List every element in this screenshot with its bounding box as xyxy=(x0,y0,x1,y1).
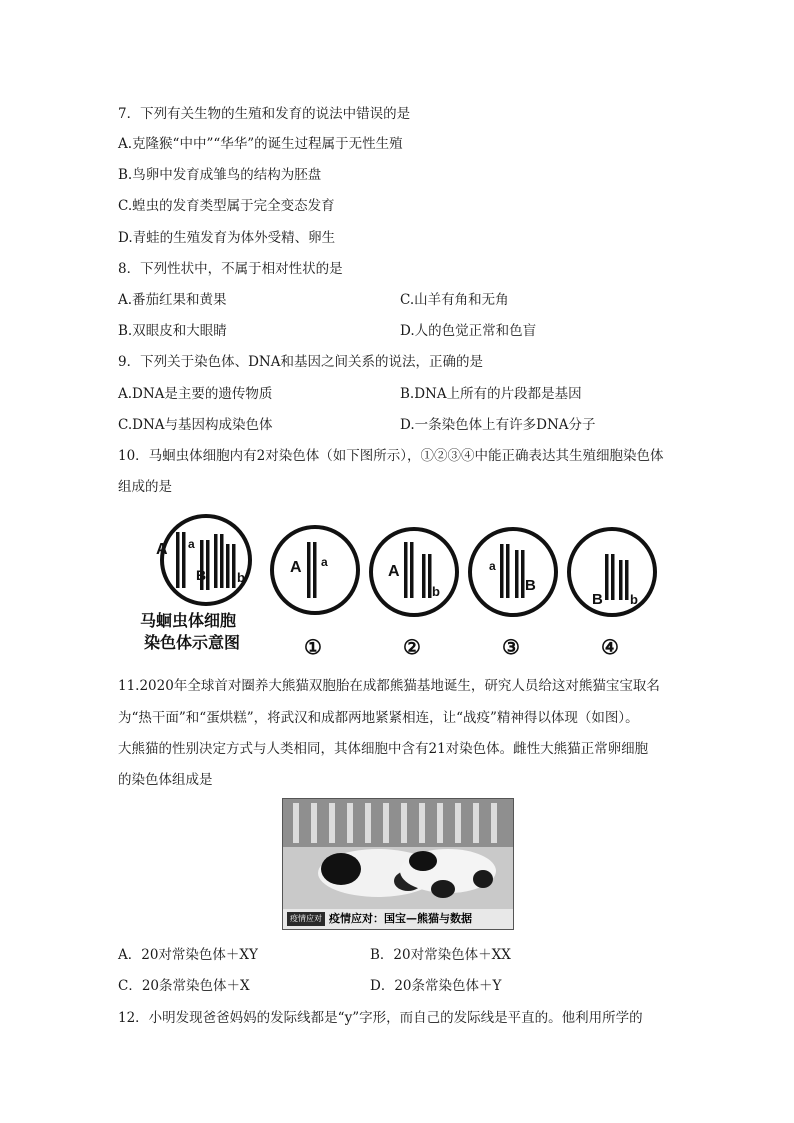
q11-stem-line1: 11.2020年全球首对圈养大熊猫双胞胎在成都熊猫基地诞生，研究人员给这对熊猫宝宝取名 xyxy=(118,678,660,694)
q8-option-b: B.双眼皮和大眼睛 xyxy=(118,323,227,339)
q11-option-d: D．20条常染色体＋Y xyxy=(370,978,502,994)
q8-stem: 8．下列性状中，不属于相对性状的是 xyxy=(118,261,343,277)
gene-label: a xyxy=(188,537,195,551)
q11-stem-line4: 的染色体组成是 xyxy=(118,772,213,788)
panda-photo xyxy=(282,798,514,930)
q11-option-b: B．20对常染色体＋XX xyxy=(370,947,511,963)
q7-stem: 7．下列有关生物的生殖和发育的说法中错误的是 xyxy=(118,106,411,122)
cell-4-diagram xyxy=(569,529,655,615)
gene-label: a xyxy=(489,559,496,573)
q8-option-c: C.山羊有角和无角 xyxy=(400,292,509,308)
option-number-1: ① xyxy=(304,637,322,659)
q11-stem-line3: 大熊猫的性别决定方式与人类相同，其体细胞中含有21对染色体。雌性大熊猫正常卵细胞 xyxy=(118,741,649,757)
q10-stem-line1: 10．马蛔虫体细胞内有2对染色体（如下图所示），①②③④中能正确表达其生殖细胞染色体 xyxy=(118,448,664,464)
chromosome-figure xyxy=(140,514,670,666)
q12-stem: 12．小明发现爸爸妈妈的发际线都是“y”字形，而自己的发际线是平直的。他利用所学的 xyxy=(118,1010,643,1026)
q9-stem: 9．下列关于染色体、DNA和基因之间关系的说法，正确的是 xyxy=(118,354,483,370)
gene-label: B xyxy=(592,591,603,608)
q9-option-b: B.DNA上所有的片段都是基因 xyxy=(400,386,582,402)
figure-caption-1: 马蛔虫体细胞 xyxy=(140,613,237,630)
q9-option-d: D.一条染色体上有许多DNA分子 xyxy=(400,417,596,433)
q7-option-a: A.克隆猴“中中”“华华”的诞生过程属于无性生殖 xyxy=(118,136,403,152)
q10-stem-line2: 组成的是 xyxy=(118,479,172,495)
cell-2-diagram xyxy=(371,529,457,615)
panda-illustration xyxy=(283,799,513,909)
q7-option-c: C.蝗虫的发育类型属于完全变态发育 xyxy=(118,198,335,214)
photo-caption-tag: 疫情应对 xyxy=(287,912,325,926)
gene-label: A xyxy=(388,563,400,580)
gene-label: B xyxy=(525,577,536,594)
gene-label: B xyxy=(196,567,207,583)
gene-label: b xyxy=(630,592,638,607)
q9-option-a: A.DNA是主要的遗传物质 xyxy=(118,386,273,402)
q7-option-d: D.青蛙的生殖发育为体外受精、卵生 xyxy=(118,230,336,246)
option-number-2: ② xyxy=(403,637,421,659)
q8-option-a: A.番茄红果和黄果 xyxy=(118,292,227,308)
q11-option-c: C．20条常染色体＋X xyxy=(118,978,250,994)
gene-label: A xyxy=(290,559,302,576)
photo-caption-bar xyxy=(283,909,513,929)
figure-caption-2: 染色体示意图 xyxy=(144,635,241,652)
body-cell-diagram xyxy=(156,516,250,604)
option-number-3: ③ xyxy=(502,637,520,659)
gene-label: b xyxy=(237,570,245,585)
q9-option-c: C.DNA与基因构成染色体 xyxy=(118,417,273,433)
q8-option-d: D.人的色觉正常和色盲 xyxy=(400,323,537,339)
q7-option-b: B.鸟卵中发育成雏鸟的结构为胚盘 xyxy=(118,167,322,183)
gene-label: A xyxy=(156,541,168,558)
cell-1-diagram xyxy=(272,527,358,613)
gene-label: a xyxy=(321,555,328,569)
cell-3-diagram xyxy=(470,529,556,615)
q11-stem-line2: 为“热干面”和“蛋烘糕”，将武汉和成都两地紧紧相连，让“战疫”精神得以体现（如图）。 xyxy=(118,710,639,726)
gene-label: b xyxy=(432,584,440,599)
option-number-4: ④ xyxy=(601,637,619,659)
photo-caption: 疫情应对：国宝—熊猫与数据 xyxy=(329,912,472,925)
q11-option-a: A．20对常染色体＋XY xyxy=(118,947,258,963)
